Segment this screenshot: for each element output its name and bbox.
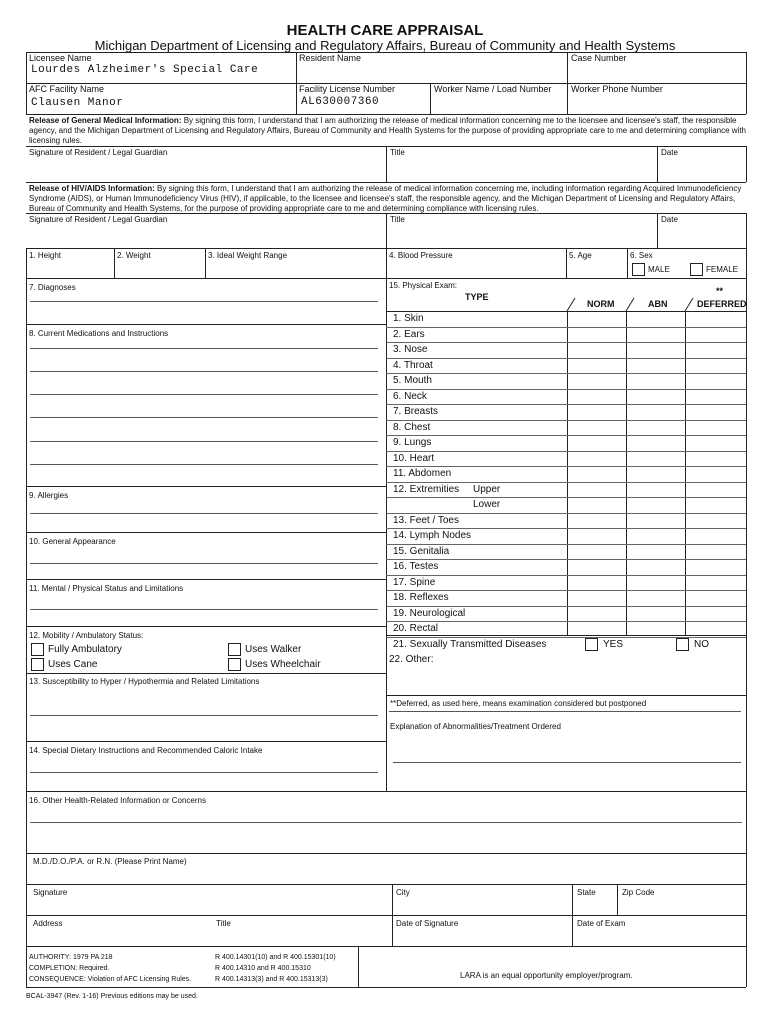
exam-row-divider (386, 575, 746, 576)
sex-label: 6. Sex (630, 251, 653, 260)
cane-label: Uses Cane (48, 659, 98, 670)
exam-item: 4. Throat (393, 359, 433, 371)
exam-heading: 15. Physical Exam: (389, 281, 458, 290)
licensee-label: Licensee Name (29, 53, 92, 63)
authority-rules: R 400.14301(10) and R 400.15301(10) R 400.14310 and R 400.15310 R 400.14313(3) and R 400.15313(3) (215, 954, 336, 983)
walker-label: Uses Walker (245, 644, 302, 655)
female-label: FEMALE (706, 265, 739, 274)
release-general-text: Release of General Medical Information: By signing this form, I understand that I am authorizing the release of medical information concerning me to the licensee and licensee's staff, the responsible agency, and the Michigan Department of Licensing and Regulatory Affairs, Bureau of Community and Health Systems for the purpose of providing appropriate care to me and determining compliance with licensing rules. (29, 116, 746, 145)
worker-label: Worker Name / Load Number (434, 84, 552, 94)
exam-item: 3. Nose (393, 344, 428, 355)
exam-item: 10. Heart (393, 452, 435, 464)
authority-left: AUTHORITY: 1979 PA 218 COMPLETION: Required. CONSEQUENCE: Violation of AFC Licensing Rules. (29, 954, 192, 983)
exam-item: 11. Abdomen (393, 468, 452, 479)
std-no-checkbox[interactable] (676, 638, 689, 651)
ideal-weight-label: 3. Ideal Weight Range (208, 251, 288, 260)
deferred-note: **Deferred, as used here, means examination considered but postponed (390, 699, 647, 708)
date-signature-label: Date of Signature (396, 919, 459, 928)
exam-row-divider (386, 451, 746, 452)
extremities-lower: Lower (473, 499, 501, 510)
md-label: M.D./D.O./P.A. or R.N. (Please Print Name) (33, 857, 187, 866)
other-label: 22. Other: (389, 654, 434, 665)
hiv-sig-label: Signature of Resident / Legal Guardian (29, 215, 168, 224)
female-checkbox[interactable] (690, 263, 703, 276)
exam-row-divider (386, 497, 746, 498)
exam-row-divider (386, 342, 746, 343)
height-label: 1. Height (29, 251, 62, 260)
exam-deferred-header: DEFERRED (697, 299, 747, 309)
age-label: 5. Age (569, 251, 592, 260)
exam-item: 6. Neck (393, 390, 427, 402)
exam-item: 8. Chest (393, 421, 431, 433)
general-date-label: Date (661, 148, 678, 157)
exam-item: 12. Extremities (393, 483, 460, 495)
male-checkbox[interactable] (632, 263, 645, 276)
exam-norm-header: NORM (587, 299, 615, 309)
exam-item: 17. Spine (393, 576, 436, 588)
page-subtitle: Michigan Department of Licensing and Regulatory Affairs, Bureau of Community and Health Systems (94, 38, 676, 53)
exam-row-divider (386, 466, 746, 467)
explanation-label: Explanation of Abnormalities/Treatment Ordered (390, 722, 561, 731)
phone-label: Worker Phone Number (571, 84, 663, 94)
fully-ambulatory-label: Fully Ambulatory (48, 644, 122, 655)
facility-value[interactable]: Clausen Manor (31, 97, 124, 109)
exam-type-header: TYPE (465, 292, 489, 302)
exam-row-divider (386, 358, 746, 359)
general-sig-label: Signature of Resident / Legal Guardian (29, 148, 168, 157)
exam-row-divider (386, 637, 746, 638)
hiv-title-label: Title (390, 215, 405, 224)
exam-row-divider (386, 590, 746, 591)
walker-checkbox[interactable] (228, 643, 241, 656)
std-no-label: NO (694, 639, 709, 650)
exam-row-divider (386, 482, 746, 483)
exam-row-divider (386, 528, 746, 529)
exam-item: 15. Genitalia (393, 545, 450, 557)
page-title: HEALTH CARE APPRAISAL (286, 22, 484, 39)
license-value[interactable]: AL630007360 (301, 96, 380, 108)
allergies-label: 9. Allergies (29, 491, 69, 500)
exam-row-divider (386, 404, 746, 405)
mobility-label: 12. Mobility / Ambulatory Status: (29, 631, 144, 640)
address-label: Address (33, 919, 63, 928)
exam-item: 5. Mouth (393, 375, 432, 386)
diagnoses-label: 7. Diagnoses (29, 283, 76, 292)
other-info-label: 16. Other Health-Related Information or Concerns (29, 796, 206, 805)
exam-row-divider (386, 327, 746, 328)
exam-item: 18. Reflexes (393, 592, 449, 603)
exam-item: 16. Testes (393, 561, 439, 572)
exam-item: 13. Feet / Toes (393, 514, 459, 526)
signature-label: Signature (33, 888, 68, 897)
exam-item: 1. Skin (393, 313, 424, 324)
medications-label: 8. Current Medications and Instructions (29, 329, 169, 338)
zip-label: Zip Code (622, 888, 655, 897)
city-label: City (396, 888, 410, 897)
facility-label: AFC Facility Name (29, 84, 105, 94)
license-label: Facility License Number (299, 84, 396, 94)
fully-ambulatory-checkbox[interactable] (31, 643, 44, 656)
exam-item: 7. Breasts (393, 406, 439, 417)
wheelchair-checkbox[interactable] (228, 658, 241, 671)
std-label: 21. Sexually Transmitted Diseases (393, 639, 547, 650)
bottom-title-label: Title (216, 919, 231, 928)
std-yes-checkbox[interactable] (585, 638, 598, 651)
dietary-label: 14. Special Dietary Instructions and Recommended Caloric Intake (29, 746, 263, 755)
male-label: MALE (648, 265, 670, 274)
exam-item: 19. Neurological (393, 607, 466, 619)
exam-row-divider (386, 513, 746, 514)
exam-row-divider (386, 420, 746, 421)
exam-item: 14. Lymph Nodes (393, 530, 472, 541)
case-label: Case Number (571, 53, 627, 63)
exam-row-divider (386, 621, 746, 622)
release-hiv-text: Release of HIV/AIDS Information: By signing this form, I understand that I am authorizing the release of medical information concerning me, including information regarding Acquired Immunodeficiency Syndrome (AIDS), or Human Immunodeficiency Virus (HIV), if applicable, to the licensee and licensee's staff, the responsible agency, and the Michigan Department of Licensing and Regulatory Affairs, Bureau of Community and Health Systems, for the purpose of providing appropriate care to me and determining compliance with licensing rules. (29, 184, 742, 213)
std-yes-label: YES (603, 639, 624, 650)
form-footer: BCAL-3947 (Rev. 1-16) Previous editions may be used. (26, 993, 198, 1000)
general-title-label: Title (390, 148, 405, 157)
exam-abn-header: ABN (648, 299, 668, 309)
exam-item: 20. Rectal (393, 623, 439, 634)
extremities-upper: Upper (473, 484, 501, 495)
state-label: State (577, 888, 596, 897)
hiv-date-label: Date (661, 215, 678, 224)
hypothermia-label: 13. Susceptibility to Hyper / Hypothermia and Related Limitations (29, 677, 260, 686)
exam-item: 9. Lungs (393, 437, 432, 448)
bp-label: 4. Blood Pressure (389, 251, 453, 260)
appearance-label: 10. General Appearance (29, 537, 116, 546)
mental-label: 11. Mental / Physical Status and Limitations (29, 584, 184, 593)
licensee-value[interactable]: Lourdes Alzheimer's Special Care (31, 64, 259, 76)
wheelchair-label: Uses Wheelchair (245, 659, 321, 670)
exam-star: ** (716, 286, 724, 296)
exam-row-divider (386, 435, 746, 436)
exam-item: 2. Ears (393, 328, 425, 340)
exam-row-divider (386, 373, 746, 374)
eeo-statement: LARA is an equal opportunity employer/program. (460, 971, 633, 980)
exam-row-divider (386, 606, 746, 607)
date-exam-label: Date of Exam (577, 919, 626, 928)
exam-row-divider (386, 559, 746, 560)
weight-label: 2. Weight (117, 251, 151, 260)
exam-row-divider (386, 389, 746, 390)
resident-label: Resident Name (299, 53, 362, 63)
exam-row-divider (386, 544, 746, 545)
cane-checkbox[interactable] (31, 658, 44, 671)
